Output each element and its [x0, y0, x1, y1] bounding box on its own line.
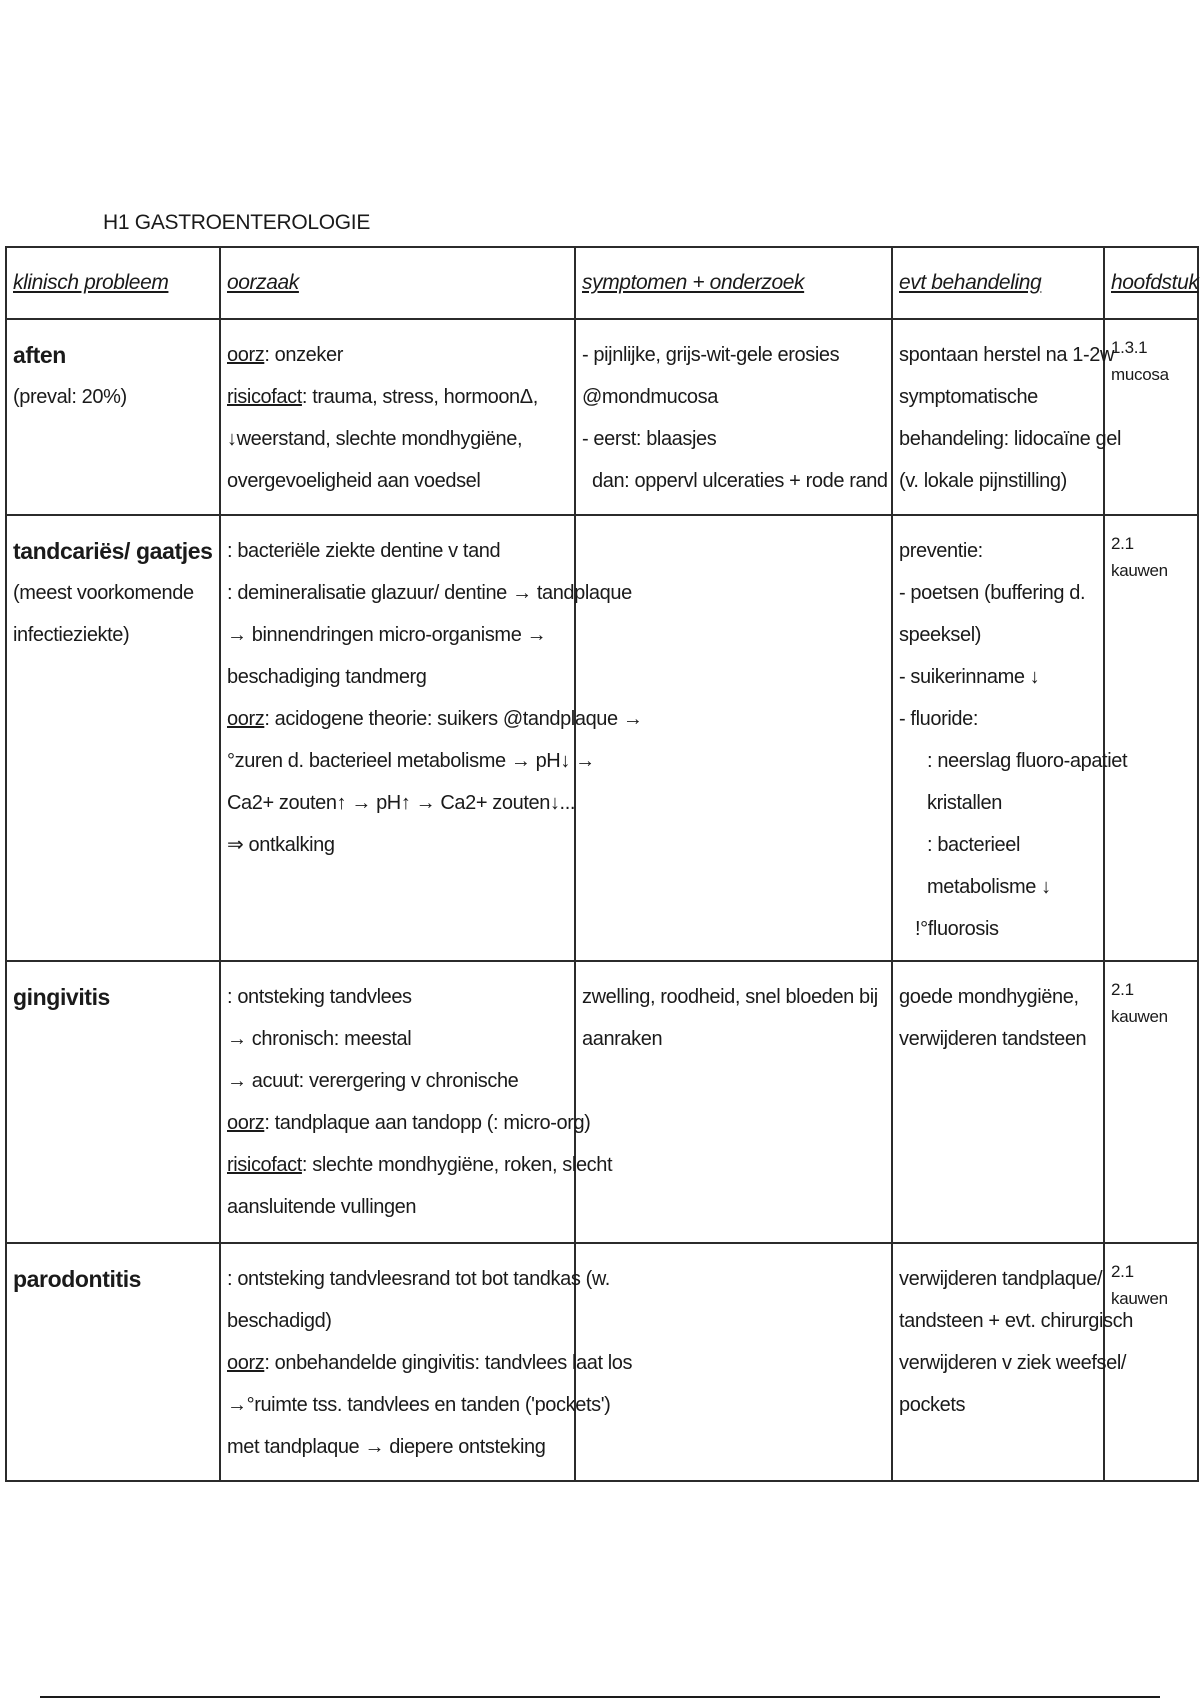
keyword-label: oorz: [227, 344, 265, 366]
line-text: !°fluorosis: [915, 918, 999, 940]
line-text: overgevoeligheid aan voedsel: [227, 470, 481, 492]
line-text: → acuut: verergering v chronische: [227, 1070, 519, 1092]
clinical-problem-cell: [6, 1243, 220, 1481]
disease-note: infectieziekte): [13, 624, 130, 646]
line-text: : demineralisatie glazuur/ dentine → tandplaque: [227, 582, 632, 604]
line-text: : ontsteking tandvlees: [227, 986, 412, 1008]
bottom-rule: [40, 1696, 1160, 1698]
text-line: [227, 782, 576, 824]
chapter-ref: 1.3.1 mucosa: [1111, 338, 1169, 384]
keyword-label: risicofact: [227, 1154, 302, 1176]
keyword-label: oorz: [227, 708, 265, 730]
line-text: tandsteen + evt. chirurgisch: [899, 1310, 1133, 1332]
chapter-cell: [1104, 515, 1198, 961]
text-line: [582, 460, 888, 502]
text-line: [899, 656, 1097, 698]
text-line: [582, 334, 885, 376]
text-line: [899, 866, 1097, 908]
disease-name: parodontitis: [13, 1266, 142, 1292]
line-text: : neerslag fluoro-apatiet: [927, 750, 1128, 772]
text-line: [227, 572, 632, 614]
line-text: : trauma, stress, hormoonΔ,: [301, 386, 538, 408]
table-row: [6, 515, 1198, 961]
cause-cell: [220, 319, 575, 515]
text-line: [899, 1342, 1127, 1384]
text-line: [582, 376, 885, 418]
line-text: verwijderen tandsteen: [899, 1028, 1087, 1050]
line-text: spontaan herstel na 1-2w: [899, 344, 1114, 366]
line-text: goede mondhygiëne,: [899, 986, 1079, 1008]
text-line: [899, 418, 1122, 460]
symptoms-cell: [575, 961, 892, 1243]
line-text: metabolisme ↓: [927, 876, 1051, 898]
cause-cell: [220, 961, 613, 1243]
text-line: [899, 698, 1097, 740]
text-line: [227, 460, 568, 502]
treatment-cell: [892, 961, 1104, 1243]
keyword-label: oorz: [227, 1112, 265, 1134]
text-line: [227, 1102, 591, 1144]
line-text: zwelling, roodheid, snel bloeden bij: [582, 986, 878, 1008]
text-line: [227, 1426, 568, 1468]
line-text: aanraken: [582, 1028, 663, 1050]
line-text: - pijnlijke, grijs-wit-gele erosies: [582, 344, 840, 366]
text-line: [899, 376, 1097, 418]
text-line: [227, 1258, 610, 1300]
col-header-symptoms: symptomen + onderzoek: [575, 247, 892, 319]
line-text: beschadigd): [227, 1310, 332, 1332]
line-text: °zuren d. bacterieel metabolisme → pH↓ →: [227, 750, 595, 772]
treatment-cell: [892, 319, 1122, 515]
line-text: kristallen: [927, 792, 1002, 814]
line-text: @mondmucosa: [582, 386, 718, 408]
line-text: : bacterieel: [927, 834, 1021, 856]
text-line: [227, 1300, 568, 1342]
line-text: → binnendringen micro-organisme →: [227, 624, 547, 646]
treatment-cell: [892, 515, 1128, 961]
line-text: verwijderen tandplaque/: [899, 1268, 1103, 1290]
text-line: [899, 614, 1097, 656]
text-line: [227, 1144, 613, 1186]
text-line: [227, 334, 568, 376]
text-line: [227, 656, 568, 698]
col-header-chapter: hoofdstuk: [1104, 247, 1198, 319]
text-line: [227, 376, 568, 418]
text-line: [227, 1186, 568, 1228]
line-text: : ontsteking tandvleesrand tot bot tandkas (w.: [227, 1268, 610, 1290]
line-text: Ca2+ zouten↑ → pH↑ → Ca2+ zouten↓...: [227, 792, 576, 814]
text-line: [899, 530, 1097, 572]
text-line: [227, 614, 568, 656]
text-line: [899, 572, 1097, 614]
disease-name: tandcariës/ gaatjes: [13, 538, 213, 564]
chapter-cell: [1104, 961, 1198, 1243]
line-text: preventie:: [899, 540, 983, 562]
text-line: [899, 824, 1097, 866]
text-line: [899, 1300, 1133, 1342]
treatment-cell: [892, 1243, 1133, 1481]
text-line: [899, 460, 1097, 502]
text-line: [582, 976, 885, 1018]
cause-cell: [220, 515, 643, 961]
table-header-row: [6, 247, 1198, 319]
line-text: aansluitende vullingen: [227, 1196, 417, 1218]
text-line: [582, 418, 885, 460]
line-text: : slechte mondhygiëne, roken, slecht: [301, 1154, 613, 1176]
text-line: [227, 740, 595, 782]
line-text: verwijderen v ziek weefsel/: [899, 1352, 1127, 1374]
chapter-ref: 2.1 kauwen: [1111, 534, 1168, 580]
col-header-treatment: evt behandeling: [892, 247, 1104, 319]
text-line: [227, 698, 643, 740]
line-text: - eerst: blaasjes: [582, 428, 717, 450]
text-line: [227, 1060, 568, 1102]
disease-name: gingivitis: [13, 984, 110, 1010]
text-line: [227, 824, 568, 866]
text-line: [227, 1384, 611, 1426]
col-header-cause: oorzaak: [220, 247, 575, 319]
text-line: [899, 740, 1128, 782]
line-text: : acidogene theorie: suikers @tandplaque →: [264, 708, 643, 730]
disease-note: (meest voorkomende: [13, 582, 194, 604]
line-text: speeksel): [899, 624, 981, 646]
disease-table: [5, 246, 1199, 1482]
line-text: beschadiging tandmerg: [227, 666, 427, 688]
keyword-label: risicofact: [227, 386, 302, 408]
text-line: [899, 908, 1097, 950]
text-line: [899, 782, 1097, 824]
text-line: [227, 530, 568, 572]
chapter-ref: 2.1 kauwen: [1111, 980, 1168, 1026]
table-row: [6, 319, 1198, 515]
line-text: ⇒ ontkalking: [227, 834, 335, 856]
cause-cell: [220, 1243, 633, 1481]
chapter-cell: [1104, 319, 1198, 515]
clinical-problem-cell: [6, 319, 220, 515]
text-line: [899, 334, 1114, 376]
text-line: [227, 976, 568, 1018]
keyword-label: oorz: [227, 1352, 265, 1374]
text-line: [899, 976, 1097, 1018]
line-text: : onbehandelde gingivitis: tandvlees laat los: [264, 1352, 633, 1374]
line-text: - suikerinname ↓: [899, 666, 1040, 688]
text-line: [899, 1384, 1097, 1426]
clinical-problem-cell: [6, 961, 220, 1243]
line-text: ↓weerstand, slechte mondhygiëne,: [227, 428, 523, 450]
text-line: [899, 1018, 1097, 1060]
line-text: - fluoride:: [899, 708, 978, 730]
disease-name: aften: [13, 342, 66, 368]
line-text: symptomatische: [899, 386, 1038, 408]
line-text: →°ruimte tss. tandvlees en tanden ('pockets'): [227, 1394, 611, 1416]
text-line: [582, 1018, 885, 1060]
line-text: pockets: [899, 1394, 966, 1416]
table-row: [6, 961, 1198, 1243]
line-text: dan: oppervl ulceraties + rode rand: [592, 470, 888, 492]
clinical-problem-cell: [6, 515, 220, 961]
chapter-ref: 2.1 kauwen: [1111, 1262, 1168, 1308]
line-text: : tandplaque aan tandopp (: micro-org): [264, 1112, 591, 1134]
line-text: behandeling: lidocaïne gel: [899, 428, 1122, 450]
col-header-clinical-problem: klinisch probleem: [6, 247, 220, 319]
line-text: : bacteriële ziekte dentine v tand: [227, 540, 501, 562]
disease-note: (preval: 20%): [13, 386, 127, 408]
line-text: met tandplaque → diepere ontsteking: [227, 1436, 546, 1458]
line-text: (v. lokale pijnstilling): [899, 470, 1067, 492]
line-text: → chronisch: meestal: [227, 1028, 412, 1050]
table-row: [6, 1243, 1198, 1481]
text-line: [227, 418, 568, 460]
symptoms-cell: [575, 319, 892, 515]
line-text: - poetsen (buffering d.: [899, 582, 1086, 604]
page-title: H1 GASTROENTEROLOGIE: [103, 211, 371, 234]
text-line: [227, 1342, 633, 1384]
text-line: [899, 1258, 1103, 1300]
line-text: : onzeker: [264, 344, 343, 366]
text-line: [227, 1018, 568, 1060]
